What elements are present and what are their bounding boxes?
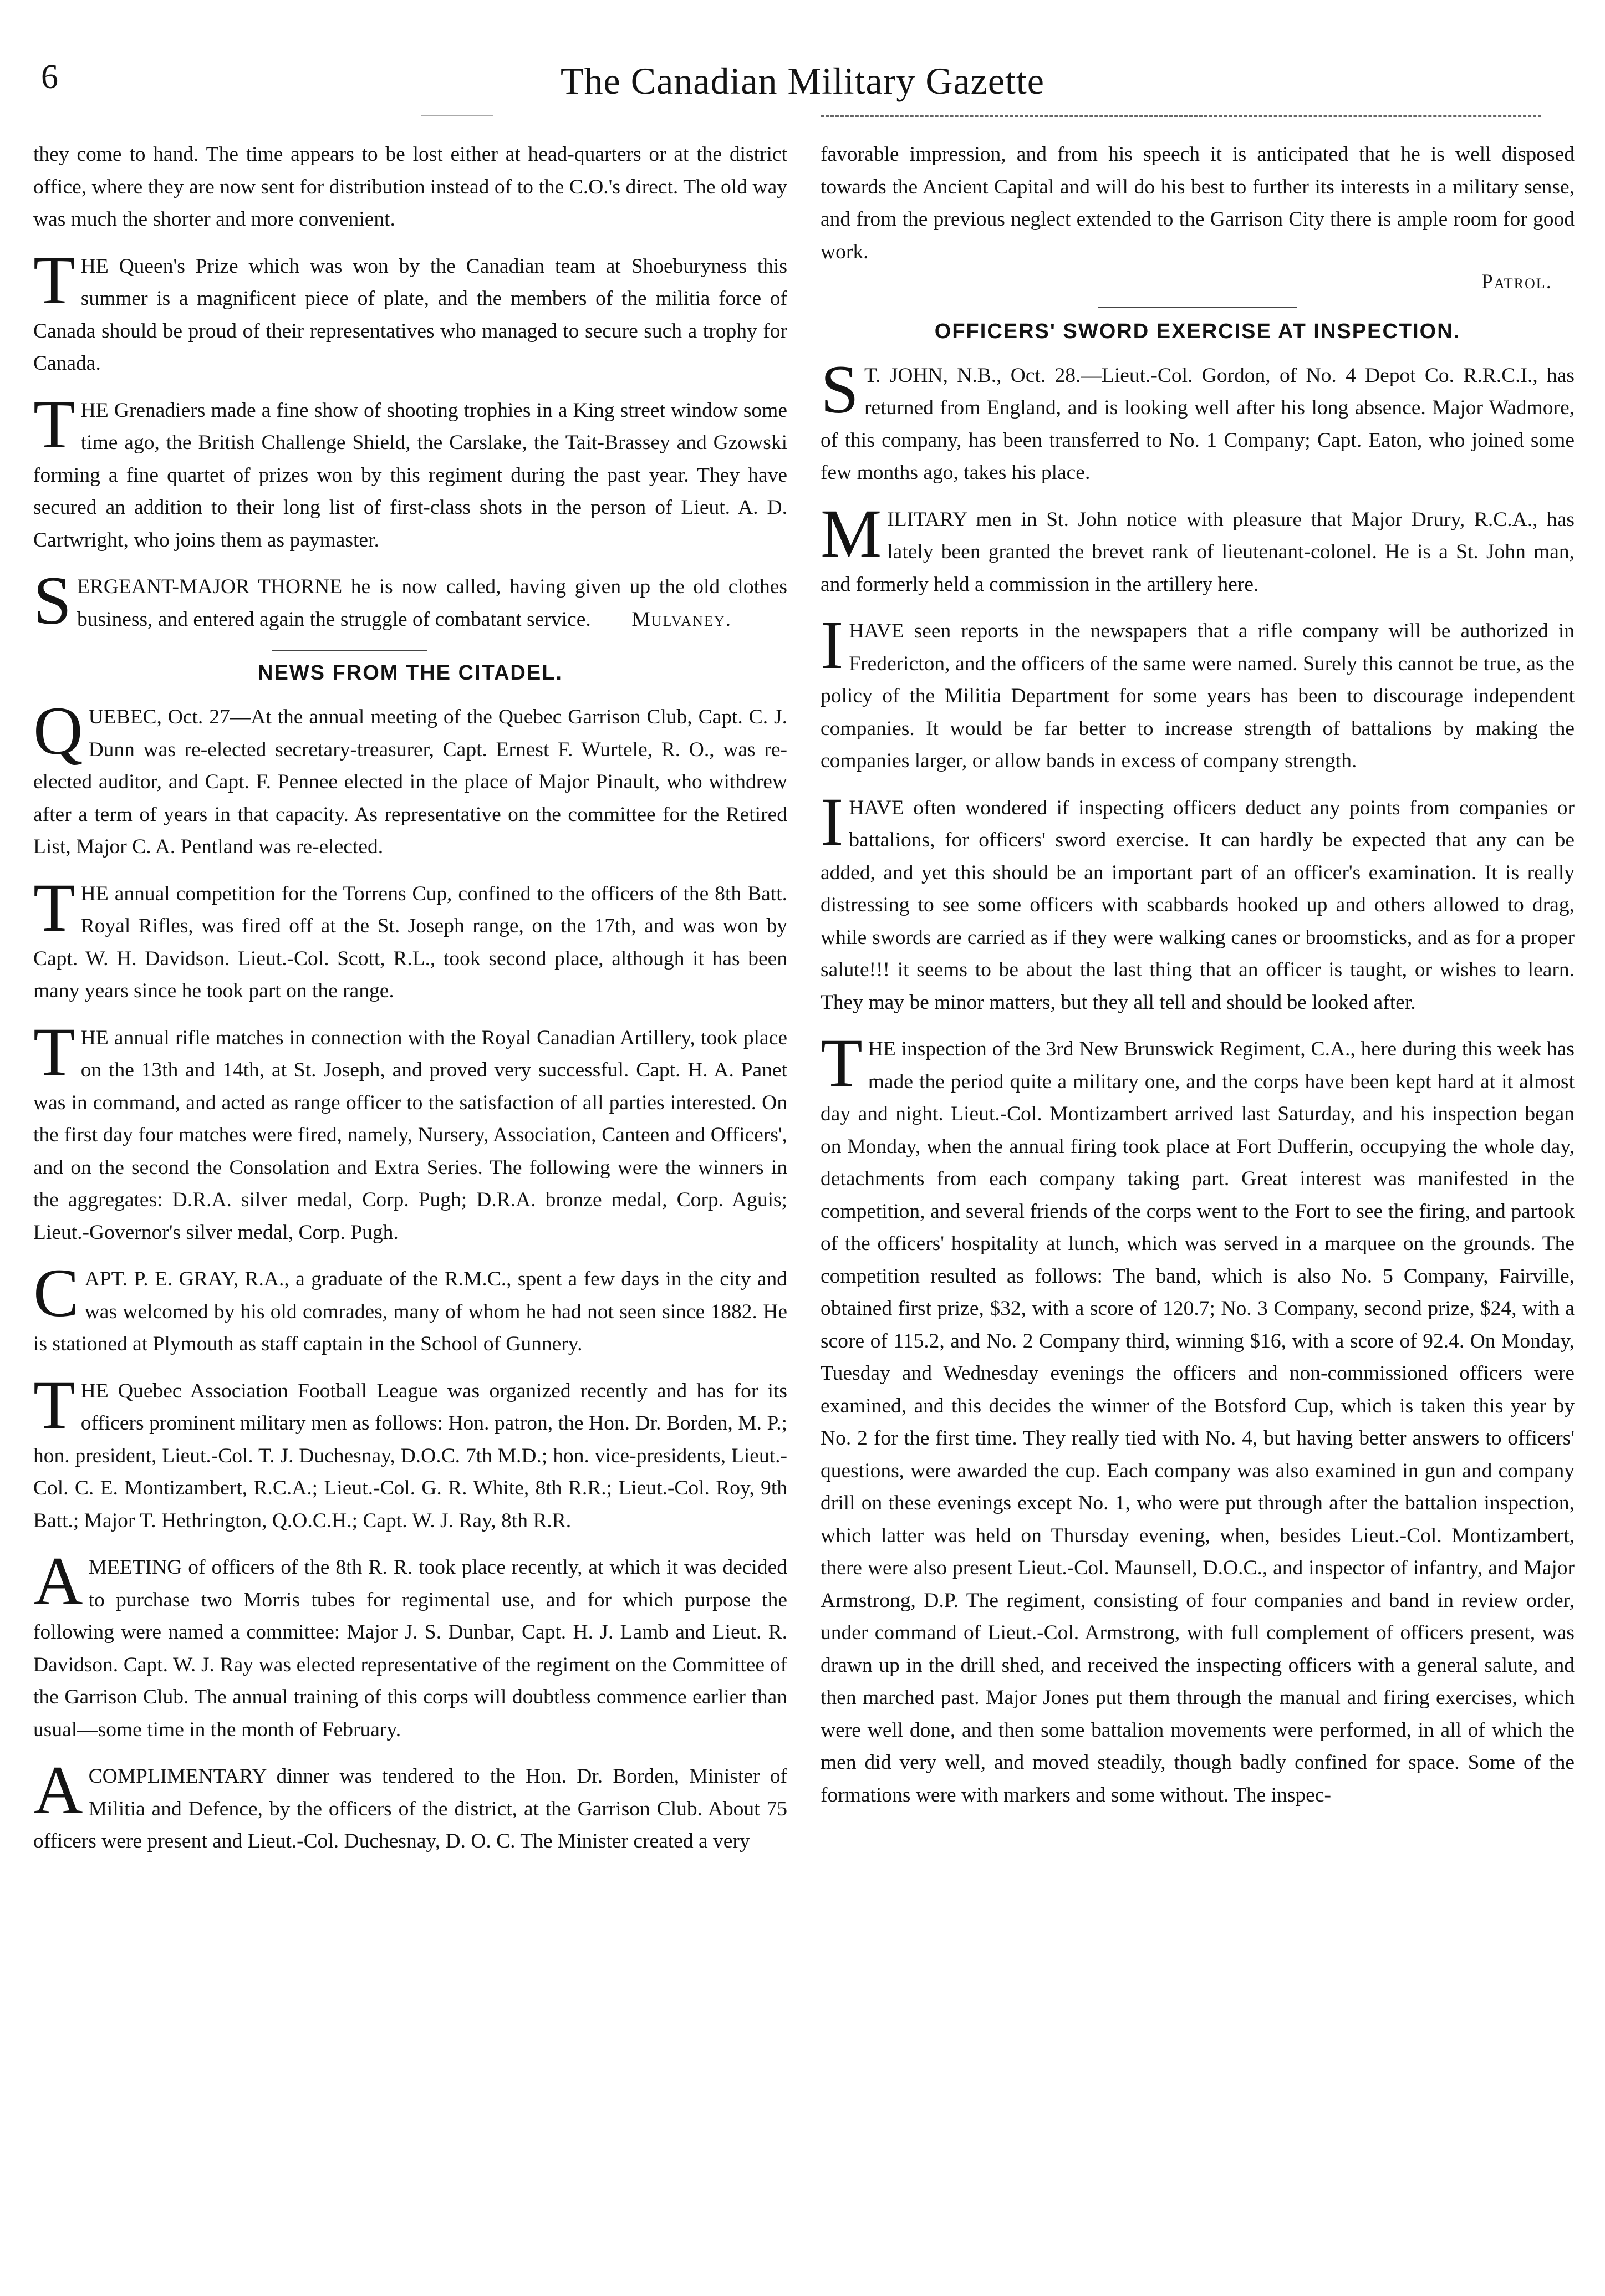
signature: Patrol.: [1481, 271, 1552, 293]
paragraph-text: ILITARY men in St. John notice with pleasure that Major Drury, R.C.A., has lately been granted the brevet rank of lieutenant-colonel. He is a St. John man, and formerly held a commission in the artillery here.: [821, 508, 1575, 596]
paragraph-text: HE Quebec Association Football League was organized recently and has for its officers prominent military men as follows: Hon. patron, the Hon. Dr. Borden, M. P.; hon. president, Lieut.-Col. T. J. Duchesnay, D.O.C. 7th M.D.; hon. vice-presidents, Lieut.-Col. C. E. Montizambert, R.C.A.; Lieut.-Col. G. R. White, 8th R.R.; Lieut.-Col. Roy, 9th Batt.; Major T. Hethrington, Q.O.C.H.; Capt. W. J. Ray, 8th R.R.: [33, 1379, 787, 1532]
paragraph-text: HE annual competition for the Torrens Cup, confined to the officers of the 8th Batt. Royal Rifles, was fired off at the St. Joseph range, on the 17th, and was won by Capt. W. H. Davidson. Lieut.-Col. Scott, R.L., took second place, although it has been many years since he took part on the range.: [33, 882, 787, 1002]
drop-cap: A: [33, 1752, 83, 1828]
section-divider: [1098, 307, 1297, 308]
paragraph-text: T. JOHN, N.B., Oct. 28.—Lieut.-Col. Gordon, of No. 4 Depot Co. R.R.C.I., has returned from England, and is looking well after his long absence. Major Wadmore, of this company, has been transferred to No. 1 Company; Capt. Eaton, who joined some few months ago, takes his place.: [821, 364, 1575, 484]
paragraph-text: HE Grenadiers made a fine show of shooting trophies in a King street window some time ago, the British Challenge Shield, the Carslake, the Tait-Brassey and Gzowski forming a fine quartet of prizes won by this regiment during the past year. They have secured an addition to their long list of first-class shots in the person of Lieut. A. D. Cartwright, who joins them as paymaster.: [33, 399, 787, 552]
paragraph-text: HAVE often wondered if inspecting officers deduct any points from companies or battalions, for officers' sword exercise. It can hardly be expected that any can be added, and yet this should be an important part of an officer's examination. It is really distressing to see some officers with scabbards hooked up and others allowed to drag, while swords are carried as if they were walking canes or broomsticks, and as for a proper salute!!! it seems to be about the last thing that an officer is taught, or wishes to learn. They may be minor matters, but they all tell and should be looked after.: [821, 796, 1575, 1014]
gazette-title: The Canadian Military Gazette: [561, 60, 1044, 102]
article-paragraph: [33, 1255, 787, 1361]
drop-cap: S: [33, 563, 72, 639]
drop-cap: T: [33, 1366, 75, 1443]
drop-cap: A: [33, 1543, 83, 1619]
article-paragraph: [33, 869, 787, 1008]
drop-cap: T: [33, 242, 75, 318]
left-column: [33, 139, 787, 1872]
drop-cap: I: [821, 783, 844, 860]
section-heading: OFFICERS' SWORD EXERCISE AT INSPECTION.: [934, 319, 1461, 343]
drop-cap: T: [33, 1013, 75, 1090]
paragraph-text: COMPLIMENTARY dinner was tendered to the Hon. Dr. Borden, Minister of Militia and Defence, by the officers of the district, at the Garrison Club. About 75 officers were present and Lieut.-Col. Duchesnay, D. O. C. The Minister created a very: [33, 1765, 787, 1853]
header-rule-left: [421, 115, 493, 116]
article-paragraph: [33, 386, 787, 557]
article-paragraph: [821, 1025, 1575, 1812]
paragraph-text: APT. P. E. GRAY, R.A., a graduate of the R.M.C., spent a few days in the city and was welcomed by his old comrades, many of whom he had not seen since 1882. He is stationed at Plymouth as staff captain in the School of Gunnery.: [33, 1268, 787, 1355]
article-paragraph: favorable impression, and from his speech it is anticipated that he is well disposed towards the Ancient Capital and will do his best to further its interests in a military sense, and from the previous neglect extended to the Garrison City there is ample room for good work.: [821, 143, 1575, 263]
drop-cap: C: [33, 1255, 79, 1331]
article-paragraph: [821, 783, 1575, 1019]
paragraph-text: UEBEC, Oct. 27—At the annual meeting of the Quebec Garrison Club, Capt. C. J. Dunn was re-elected secretary-treasurer, Capt. Ernest F. Wurtele, R. O., was re-elected auditor, and Capt. F. Pennee elected in the place of Major Pinault, who withdrew after a term of years in that capacity. As representative on the committee for the Retired List, Major C. A. Pentland was re-elected.: [33, 706, 787, 858]
article-paragraph: [33, 563, 787, 639]
article-paragraph: [821, 351, 1575, 489]
section-divider: [272, 650, 427, 651]
section-heading: NEWS FROM THE CITADEL.: [258, 661, 563, 685]
article-paragraph: [821, 495, 1575, 601]
drop-cap: Q: [33, 693, 83, 769]
paragraph-text: HAVE seen reports in the newspapers that a rifle company will be authorized in Fredericton, and the officers of the same were named. Surely this cannot be true, as the policy of the Militia Department for some years has been to discourage independent companies. It would be far better to increase strength of battalions by making the companies larger, or allow bands in excess of company strength.: [821, 620, 1575, 772]
page-number: 6: [41, 58, 58, 96]
article-paragraph: they come to hand. The time appears to be lost either at head-quarters or at the district office, where they are now sent for distribution instead of to the C.O.'s direct. The old way was much the shorter and more convenient.: [33, 143, 787, 231]
drop-cap: M: [821, 495, 882, 572]
paragraph-text: MEETING of officers of the 8th R. R. took place recently, at which it was decided to purchase two Morris tubes for regimental use, and for which purpose the following were named a committee: Major J. S. Dunbar, Capt. H. J. Lamb and Lieut. R. Davidson. Capt. W. J. Ray was elected representative of the regiment on the Committee of the Garrison Club. The annual training of this corps will doubtless commence earlier than usual—some time in the month of February.: [33, 1556, 787, 1741]
article-paragraph: [33, 1543, 787, 1746]
header-rule-right: [821, 115, 1541, 117]
article-paragraph: [33, 1752, 787, 1858]
drop-cap: T: [33, 386, 75, 462]
article-paragraph: [33, 242, 787, 380]
paragraph-text: HE Queen's Prize which was won by the Canadian team at Shoeburyness this summer is a magnificent piece of plate, and the members of the militia force of Canada should be proud of their representatives who managed to secure such a trophy for Canada.: [33, 254, 787, 375]
paragraph-text: ERGEANT-MAJOR THORNE he is now called, having given up the old clothes business, and entered again the struggle of combatant service.: [77, 575, 787, 631]
drop-cap: T: [821, 1025, 863, 1101]
drop-cap: I: [821, 607, 844, 683]
article-paragraph: [33, 1013, 787, 1249]
drop-cap: T: [33, 869, 75, 946]
right-column: [821, 139, 1575, 1826]
drop-cap: S: [821, 351, 859, 427]
paragraph-text: HE annual rifle matches in connection with the Royal Canadian Artillery, took place on the 13th and 14th, at St. Joseph, and proved very successful. Capt. H. A. Panet was in command, and acted as range officer to the satisfaction of all parties interested. On the first day four matches were fired, namely, Nursery, Association, Canteen and Officers', and on the second the Consolation and Extra Series. The following were the winners in the aggregates: D.R.A. silver medal, Corp. Pugh; D.R.A. bronze medal, Corp. Aguis; Lieut.-Governor's silver medal, Corp. Pugh.: [33, 1026, 787, 1244]
signature: Mulvaney.: [631, 608, 732, 631]
paragraph-text: HE inspection of the 3rd New Brunswick Regiment, C.A., here during this week has made the period quite a military one, and the corps have been kept hard at it almost day and night. Lieut.-Col. Montizambert arrived last Saturday, and his inspection began on Monday, when the annual firing took place at Fort Dufferin, occupying the whole day, detachments from each company taking part. Great interest was manifested in the competition, and several friends of the corps went to the Fort to see the firing, and partook of the officers' hospitality at lunch, which was served in a marquee on the grounds. The competition resulted as follows: The band, which is also No. 5 Company, Fairville, obtained first prize, $32, with a score of 120.7; No. 3 Company, second prize, $24, with a score of 115.2, and No. 2 Company third, winning $16, with a score of 92.4. On Monday, Tuesday and Wednesday evenings the officers and non-commissioned officers were examined, and this decides the winner of the Botsford Cup, which is taken this year by No. 2 for the first time. They really tied with No. 4, but having better answers to officers' questions, were awarded the cup. Each company was also examined in gun and company drill on these evenings except No. 1, who were put through after the battalion inspection, which latter was held on Thursday evening, when, besides Lieut.-Col. Montizambert, there were also present Lieut.-Col. Maunsell, D.O.C., and inspector of infantry, and Major Armstrong, D.P. The regiment, consisting of four companies and band in review order, under command of Lieut.-Col. Armstrong, with full complement of officers present, was drawn up in the drill shed, and received the inspecting officers with a general salute, and then marched past. Major Jones put them through the manual and firing exercises, which were well done, and then some battalion movements were performed, in all of which the men did very well, and moved steadily, though badly confined for space. Some of the formations were with markers and some without. The inspec-: [821, 1038, 1575, 1807]
article-paragraph: [33, 1366, 787, 1538]
article-paragraph: [821, 607, 1575, 778]
article-paragraph: [33, 693, 787, 864]
